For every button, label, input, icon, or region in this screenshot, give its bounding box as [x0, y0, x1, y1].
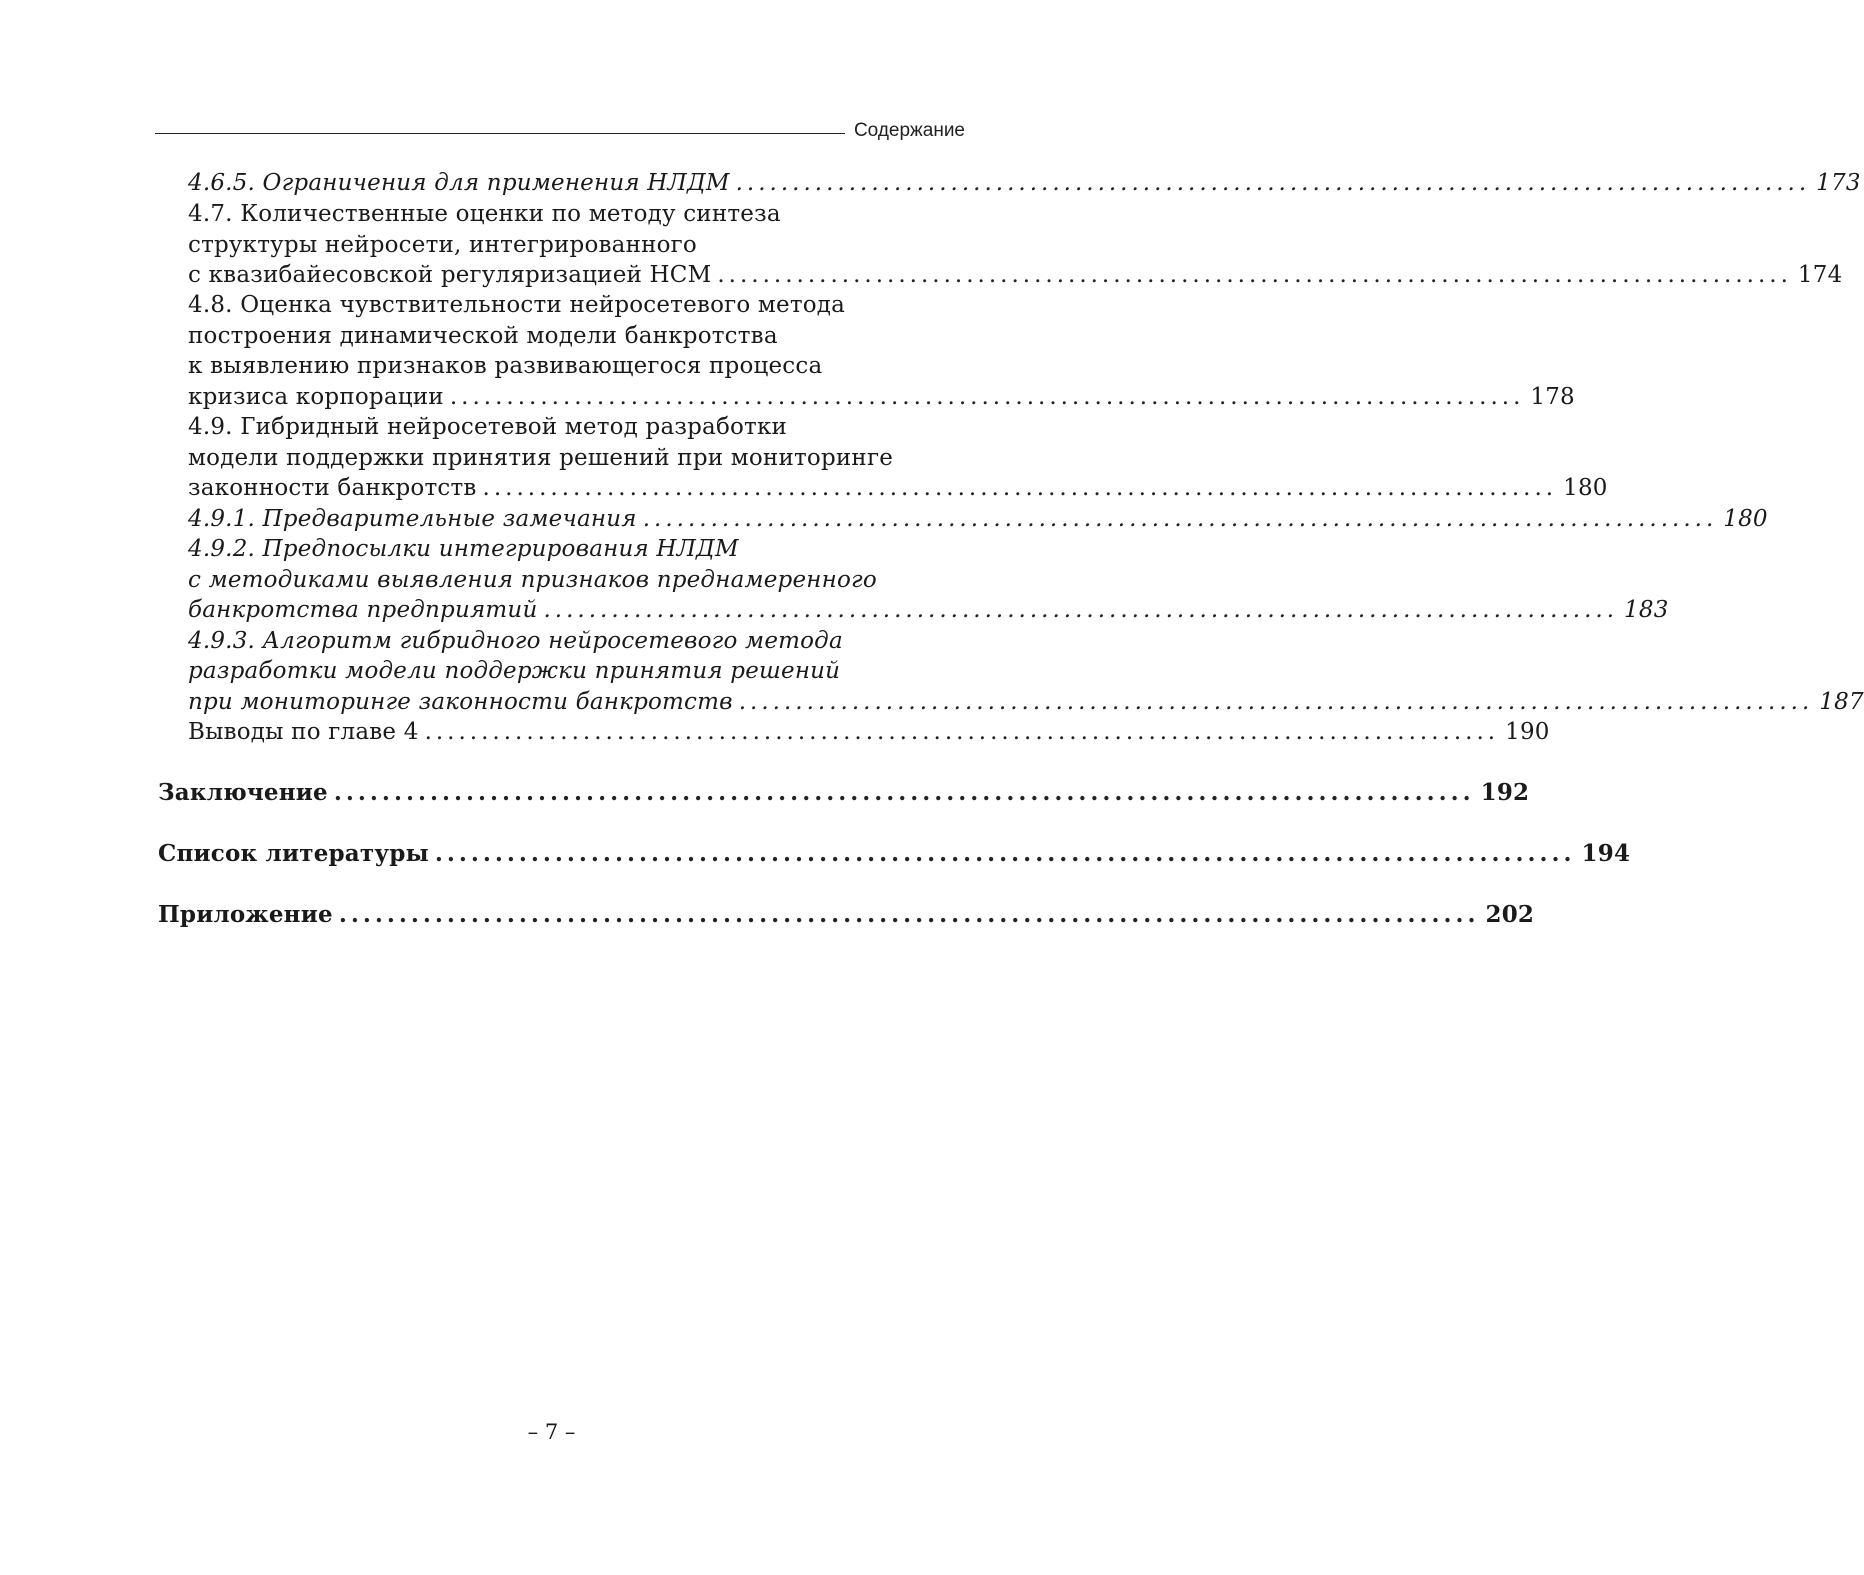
toc-leader: ...............................................................................................	[424, 719, 1500, 745]
toc-page-number: 178	[1530, 384, 1575, 410]
toc-page-number: 180	[1563, 475, 1608, 501]
toc-entry-chapter-4-conclusions[interactable]	[188, 717, 1550, 747]
toc-entry-title: Приложение	[158, 901, 333, 928]
toc-entry-4-8-line-3: к выявлению признаков развивающегося процесса	[188, 353, 823, 379]
toc-entry-title: Список литературы	[158, 840, 429, 867]
toc-entry-4-8-line-1: 4.8. Оценка чувствительности нейросетевого метода	[188, 292, 846, 318]
toc-entry-4-7-line-2: структуры нейросети, интегрированного	[188, 232, 697, 258]
toc-entry-title: при мониторинге законности банкротств	[188, 689, 733, 715]
toc-entry-4-9-line-2: модели поддержки принятия решений при мониторинге	[188, 445, 893, 471]
toc-page-number: 180	[1723, 506, 1768, 532]
toc-entry-4-8-line-2: построения динамической модели банкротства	[188, 323, 778, 349]
toc-leader: ...............................................................................................	[333, 779, 1475, 806]
toc-page-number: 174	[1797, 262, 1843, 288]
toc-entry-4-9-2-line-1: 4.9.2. Предпосылки интегрирования НЛДМ	[188, 536, 739, 562]
toc-entry-4-7-line-1: 4.7. Количественные оценки по методу синтеза	[188, 201, 781, 227]
toc-leader: ...............................................................................................	[338, 901, 1480, 928]
toc-entry-conclusion[interactable]	[158, 778, 1530, 808]
toc-entry-4-6-5[interactable]	[188, 168, 1861, 198]
toc-entry-4-8[interactable]	[188, 382, 1575, 412]
toc-entry-4-9-3[interactable]	[188, 687, 1864, 717]
toc-leader: ...............................................................................................	[434, 840, 1576, 867]
toc-entry-title: Выводы по главе 4	[188, 719, 419, 745]
toc-leader: ...............................................................................................	[738, 689, 1814, 715]
toc-entry-bibliography[interactable]	[158, 839, 1631, 869]
toc-entry-4-9-line-1: 4.9. Гибридный нейросетевой метод разработки	[188, 414, 788, 440]
toc-entry-title: банкротства предприятий	[188, 597, 538, 623]
toc-page-number: 187	[1819, 689, 1864, 715]
toc-page-number: 173	[1816, 170, 1861, 196]
toc-entry-appendix[interactable]	[158, 900, 1535, 930]
toc-entry-title: с квазибайесовской регуляризацией НСМ	[188, 262, 712, 288]
toc-entry-title: 4.6.5. Ограничения для применения НЛДМ	[188, 170, 730, 196]
toc-leader: ...............................................................................................	[543, 597, 1619, 623]
toc-page-number: 183	[1624, 597, 1669, 623]
page-number: – 7 –	[527, 1420, 576, 1444]
toc-entry-4-9[interactable]	[188, 473, 1608, 503]
toc-entry-4-9-2-line-2: с методиками выявления признаков преднамеренного	[188, 567, 877, 593]
toc-entry-title: законности банкротств	[188, 475, 477, 501]
toc-page-number: 194	[1581, 840, 1631, 867]
toc-page-number: 192	[1480, 779, 1530, 806]
header-title: Содержание	[853, 120, 965, 141]
toc-page-number: 190	[1505, 719, 1550, 745]
toc-entry-4-9-2[interactable]	[188, 595, 1669, 625]
toc-entry-4-7[interactable]	[188, 260, 1843, 290]
toc-entry-4-9-3-line-2: разработки модели поддержки принятия решений	[188, 658, 841, 684]
toc-entry-4-9-3-line-1: 4.9.3. Алгоритм гибридного нейросетевого метода	[188, 628, 843, 654]
toc-entry-title: 4.9.1. Предварительные замечания	[188, 506, 637, 532]
toc-leader: ...............................................................................................	[735, 170, 1811, 196]
toc-entry-4-9-1[interactable]	[188, 504, 1768, 534]
toc-page-number: 202	[1485, 901, 1535, 928]
toc-leader: ...............................................................................................	[482, 475, 1558, 501]
toc-leader: ...............................................................................................	[717, 262, 1792, 288]
toc-leader: ...............................................................................................	[449, 384, 1525, 410]
toc-entry-title: Заключение	[158, 779, 328, 806]
toc-leader: ...............................................................................................	[642, 506, 1718, 532]
toc-entry-title: кризиса корпорации	[188, 384, 444, 410]
